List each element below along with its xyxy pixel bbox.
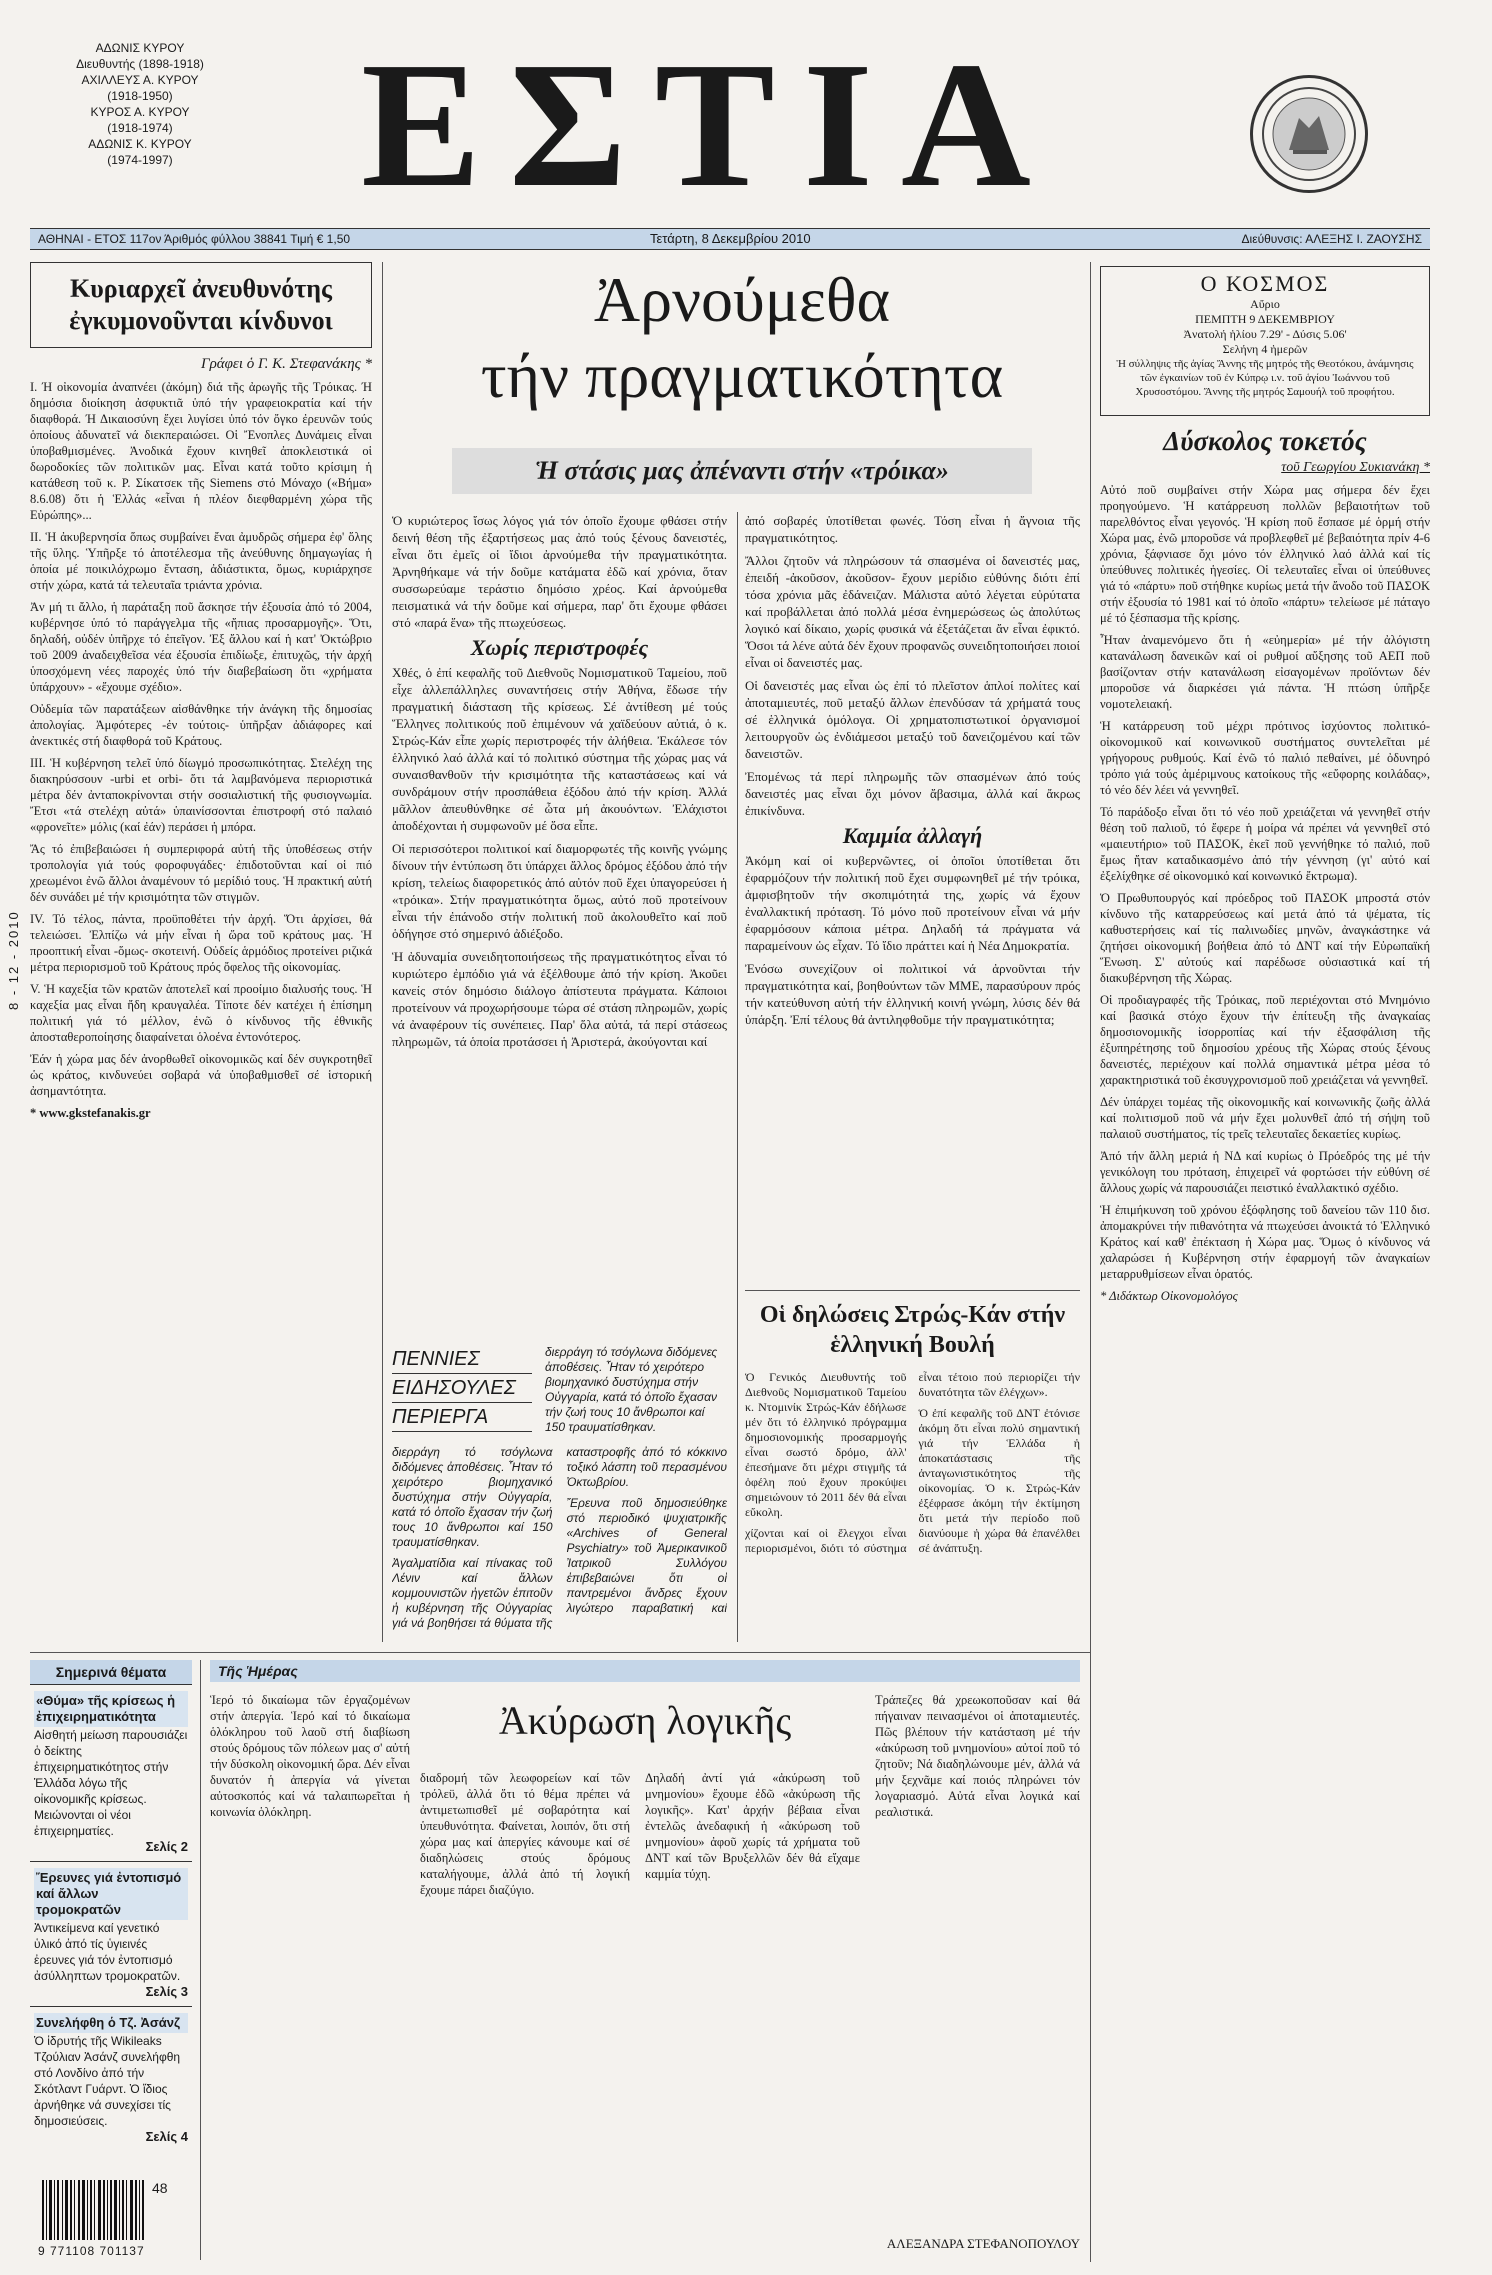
topic-item[interactable]: Συνελήφθη ὁ Τζ. Ἀσάνζ Ὁ ἱδρυτής τῆς Wikileaks Τζούλιαν Ἀσάνζ συνελήφθη στό Λονδίνο ἀπό τήν Σκότλαντ Γυάρντ. Ὁ ἴδιος ἀρνήθηκε νά συνεχίσει τίς δημοσιεύσεις. Σελίς 4: [30, 2006, 192, 2151]
right-article-body: Αὐτό ποῦ συμβαίνει στήν Χώρα μας σήμερα δέν ἔχει προηγούμενο. Ἡ κατάρρευση πολλῶν βεβαιοτήτων τοῦ παρελθόντος εἶναι γεγονός. Ἡ κρίση ποῦ ἔσπασε μέ ὁρμή στήν Χώρα μας, ἐνῶ μποροῦσε νά προβλεφθεῖ μέ βεβαιότητα πρίν 4-6 χρόνια, ξάφνιασε ὄχι μόνο τόν ἑλληνικό λαό ἀλλά καί τίς ὑπεύθυνες πολιτικές ἡγεσίες. Οἱ τελευταῖες εἶναι οἱ ὑπεύθυνες γιά τό «πάρτυ» ποῦ στήθηκε κυρίως μετά τήν ἄνοδο τοῦ ΠΑΣΟΚ στήν ἐξουσία τό 1981 καί τό ὁποῖο «πάρτυ» τελείωσε μέ πάταγο μέ τό ξέσπασμα τῆς κρίσης. Ἦταν ἀναμενόμενο ὅτι ἡ «εὐημερία» μέ τήν ἀλόγιστη κατανάλωση δανεικῶν καί οἱ ρυθμοί αὔξησης τοῦ ΑΕΠ ποῦ βασίζονταν στήν κατανάλωση εἰσαγομένων προϊόντων δέν μποροῦσε νά διαρκέσει γιά πάντα. Ἡ πτώση ὑπῆρξε νομοτελειακή. Ἡ κατάρρευση τοῦ μέχρι πρότινος ἰσχύοντος πολιτικό-οἰκονομικοῦ καί κοινωνικοῦ συστήματος συντελεῖται μέ γρήγορους ρυθμούς. Καί ἐνῶ τό παλιό πεθαίνει, μέ ὀδυνηρό τρόπο γιά τούς ἀμέριμνους κατοίκους τῆς «εὔφορης κοιλάδας», τό νέο δέν λέει νά γεννηθεῖ. Τό παράδοξο εἶναι ὅτι τό νέο ποῦ χρειάζεται νά γεννηθεῖ στήν θέση τοῦ παλιοῦ, τό ἔφερε ἡ μοίρα νά πρέπει νά γεννηθεῖ στό «μαιευτήριο» τοῦ ΠΑΣΟΚ, ἐκεῖ ποῦ γεννήθηκε τό παλιό, ποῦ ἔμως ἤταν καταδικασμένο ἀπό τήν γέννηση (γι' αὐτό καί ἐξελίχθηκε σέ οἰκονομικό καί κοινωνικό ἔκτρωμα). Ὁ Πρωθυπουργός καί πρόεδρος τοῦ ΠΑΣΟΚ μπροστά στόν κίνδυνο τῆς καταρρεύσεως καί μετά ἀπό τά ψέματα, τίς καθυστερήσεις καί τίς παλινωδίες μηνῶν, ἀναγκάστηκε νά ζητήσει οἰκονομική βοήθεια ἀπό τό ΔΝΤ καί τήν Εὐρωπαϊκή Ἕνωση. Σ' αὐτούς καί παρέδωσε οὐσιαστικά καί τή διακυβέρνηση τῆς Χώρας. Οἱ προδιαγραφές τῆς Τρόικας, ποῦ περιέχονται στό Μνημόνιο καί βασικά στόχο ἔχουν τήν ἐπίτευξη τῆς ἀναγκαίας δημοσιονομικῆς ἰσορροπίας καί τήν ἐξασφάλιση τῆς ἐξυπηρέτησης τοῦ δημοσίου χρέους τῆς Χώρας στούς ξένους δανειστές, περιέχουν καί πολλά σημαντικά μέτρα μέσα τό χαρακτηριστικά τοῦ ἐκσυγχρονισμοῦ ποῦ χρειάζεται νά γεννηθεῖ. Δέν ὑπάρχει τομέας τῆς οἰκονομικῆς καί κοινωνικῆς ζωῆς ἀλλά καί πολιτισμοῦ ποῦ νά μήν ἔχει μολυνθεῖ ἀπό τή σήψη τοῦ παλαιοῦ συστήματος, τίς τρεῖς τελευταῖες δεκαετίες κυρίως. Ἀπό τήν ἄλλη μεριά ἡ ΝΔ καί κυρίως ὁ Πρόεδρός της μέ τήν γενικόλογη του πρόταση, ἐπιχειρεῖ νά φορτώσει τήν εὐθύνη σέ ἄλλους χωρίς νά παρουσιάζει πειστικό ἐναλλακτικό σχέδιο. Ἡ ἐπιμήκυνση τοῦ χρόνου ἐξόφλησης τοῦ δανείου τῶν 110 δισ. ἀπομακρύνει τήν πιθανότητα νά πτωχεύσει ἀνοικτά τό Ἑλληνικό Κράτος καί καθ' ἐπέκταση ἡ Χώρα μας. Ὅμως ὁ κίνδυνος νά χαλαρώσει ἡ Κυβέρνηση στήν ἐφαρμογή τῶν ἀναγκαίων μεταρρυθμίσεων εἶναι ὁρατός. * Διδάκτωρ Οἰκονομολόγος: [1100, 483, 1430, 1303]
day-col-1: Ἱερό τό δικαίωμα τῶν ἐργαζομένων στήν ἀπεργία. Ἱερό καί τό δικαίωμα ὁλόκληρου τοῦ λαοῦ στή διαβίωση στούς δρόμους τῶν πόλεων μας σ' αὐτή τήν δύσκολη οἰκονομική ὥρα. Δέν εἶναι δυνατόν ἡ ἀπεργία νά γίνεται αὐτοσκοπός καί νά ταλαιπωρεῖται ἡ κοινωνία ὁλόκληρη.: [210, 1693, 410, 1819]
right-article-byline: τοῦ Γεωργίου Συκιανάκη *: [1281, 460, 1430, 475]
day-signature: ΑΛΕΞΑΝΔΡΑ ΣΤΕΦΑΝΟΠΟΥΛΟΥ: [886, 2236, 1080, 2251]
day-title: Ἀκύρωση λογικῆς: [498, 1698, 792, 1743]
column-divider: [737, 512, 738, 1642]
kosmos-title: Ο ΚΟΣΜΟΣ: [1200, 271, 1330, 296]
short-news-lead: διερράγη τό τσόγλωνα διδόμενες ἀποθέσεις. Ἦταν τό χειρότερο βιομηχανικό δυστύχημα στήν Οὐγγαρία, κατά τό ὁποῖο ἔχασαν τήν ζωή τους 10 ἄνθρωποι καί 150 τραυματίσθηκαν.: [545, 1345, 718, 1434]
column-divider: [200, 1660, 201, 2260]
left-article-footnote: * www.gkstefanakis.gr: [30, 1106, 151, 1120]
editor-info: Διεύθυνσις: ΑΛΕΞΗΣ Ι. ΖΑΟΥΣΗΣ: [1241, 232, 1422, 246]
side-date: 8 - 12 - 2010: [6, 910, 21, 1010]
section-divider: [745, 1290, 1080, 1291]
kosmos-box: Ο ΚΟΣΜΟΣ Αὔριο ΠΕΜΠΤΗ 9 ΔΕΚΕΜΒΡΙΟΥ Ἀνατολή ἡλίου 7.29' - Δύσις 5.06' Σελήνη 4 ἡμερῶν Ἡ σύλληψις τῆς ἁγίας Ἄννης τῆς μητρός τῆς Θεοτόκου, ἀνάμνησις τῶν ἐγκαινίων τοῦ ἐν Κύπρῳ ι.ν. τοῦ ἁγίου Ἰωάννου τοῦ Χρυσοστόμου. Ἄννης τῆς μητρός Σαμουήλ τοῦ προφήτου.: [1100, 266, 1430, 416]
subhead-1: Χωρίς περιστροφές: [470, 635, 649, 660]
seal-graphic-icon: [1253, 78, 1365, 190]
short-news-items: διερράγη τό τσόγλωνα διδόμενες ἀποθέσεις. Ἦταν τό χειρότερο βιομηχανικό δυστύχημα στήν Οὐγγαρία, κατά τό ὁποῖο ἔχασαν τήν ζωή τους 10 ἄνθρωποι καί 150 τραυματίσθηκαν. Ἀγαλματίδια καί πίνακας τοῦ Λένιν καί ἄλλων κομμουνιστῶν ἠγετῶν ἐπιτοῦν ἡ κυβέρνηση τῆς Οὐγγαρίας γιά νά βοηθήσει τά θύματα τῆς καταστροφῆς ἀπό τό κόκκινο τοξικό λάσπη τοῦ περασμένου Ὀκτωβρίου. Ἔρευνα ποῦ δημοσιεύθηκε στό περιοδικό ψυχιατρικῆς «Archives of General Psychiatry» τοῦ Ἀμερικανικοῦ Ἰατρικοῦ Συλλόγου ἐπιβεβαιώνει ὅτι οἱ παντρεμένοι ἄνδρες ἔχουν λιγώτερο παραβατική καί: [392, 1445, 727, 1630]
short-news-header: ΠΕΝΝΙΕΣ ΕΙΔΗΣΟΥΛΕΣ ΠΕΡΙΕΡΓΑ: [392, 1345, 532, 1432]
column-divider: [382, 262, 383, 1642]
left-article-title-box: [30, 262, 372, 348]
barcode: [38, 2180, 188, 2260]
info-bar: [30, 228, 1430, 250]
column-divider: [1090, 262, 1091, 2262]
athena-seal-icon: [1250, 75, 1368, 193]
day-col-3: Δηλαδή ἀντί γιά «ἀκύρωση τοῦ μνημονίου» ἔχουμε ἐδῶ «ἀκύρωση τῆς λογικῆς». Κατ' ἀρχήν βέβαια εἶναι ἐντελῶς ἀνεδαφική ἡ «ἀκύρωση τοῦ μνημονίου» ἀφοῦ χωρίς τά χρήματα τοῦ ΔΝΤ καί τῶν Βρυξελλῶν δέν θά εἴχαμε καμμία τύχη.: [645, 1771, 860, 1881]
barcode-issue: 48: [152, 2180, 168, 2196]
right-article-title: Δύσκολος τοκετός: [1163, 426, 1367, 456]
left-article-byline: Γράφει ὁ Γ. Κ. Στεφανάκης *: [201, 356, 372, 372]
issue-date: Τετάρτη, 8 Δεκεμβρίου 2010: [650, 231, 811, 246]
barcode-number: 9 771108 701137: [38, 2244, 145, 2258]
issue-info: ΑΘΗΝΑΙ - ΕΤΟΣ 117ον Άριθμός φύλλου 38841 Τιμή € 1,50: [38, 232, 351, 246]
topics-header: Σημερινά θέματα: [30, 1660, 192, 1684]
left-article-title: Κυριαρχεῖ ἀνευθυνότης ἐγκυμονοῦνται κίνδυνοι: [69, 274, 333, 335]
founders-list: ΑΔΩΝΙΣ ΚΥΡΟΥ Διευθυντής (1898-1918) ΑΧΙΛΛΕΥΣ Α. ΚΥΡΟΥ (1918-1950) ΚΥΡΟΣ Α. ΚΥΡΟΥ (1918-1974) ΑΔΩΝΙΣ Κ. ΚΥΡΟΥ (1974-1997): [76, 41, 204, 167]
main-col-1: Ὁ κυριώτερος ἴσως λόγος γιά τόν ὁποῖο ἔχουμε φθάσει στήν δεινή θέση τῆς ἐξαρτήσεως μας ἀπό τούς ξένους δανειστές, εἶναι ὅτι ἐμεῖς οἱ ἴδιοι ἀρνούμεθα τήν πραγματικότητα. Ἀρνηθήκαμε νά τήν δοῦμε κατάματα ἐδῶ καί χρόνια, ὅταν συσσωρεύαμε τεράστιο δημόσιο χρέος. Καί ἀρνούμεθα πεισματικά νά τήν δοῦμε καί σήμερα, παρ' ὅτι ἔχουμε φθάσει στό «παρά ἕνα» τῆς πτωχεύσεως. Χωρίς περιστροφές Χθές, ὁ ἐπί κεφαλῆς τοῦ Διεθνοῦς Νομισματικοῦ Ταμείου, ποῦ εἶχε ἀλλεπάλληλες συναντήσεις στήν Ἀθήνα, ἔδωσε τήν πραγματική διάσταση τῆς κρίσεως. Σέ ἀντίθεση μέ τούς Ἕλληνες πολιτικούς ποῦ ἐπιμένουν νά χαϊδεύουν αὐτιά, ὁ κ. Στρώς-Κάν εἶπε χωρίς περιστροφές τήν ἀλήθεια. Ἐκάλεσε τόν ἑλληνικό λαό ἀλλά καί τό πολιτικό σύστημα τῆς χώρας μας νά συναισθανθοῦν τήν κρισιμότητα τῆς καταστάσεως καί νά συνδράμουν στήν προσπάθεια ἐξόδου ἀπό τήν κρίση. Ἀλλά μᾶλλον ἀπευθύνθηκε σέ ὦτα μή ἀκουόντων. Ἐλάχιστοι ἀποδέχονται ἡ συμφωνοῦν μέ ὅσα εἶπε. Οἱ περισσότεροι πολιτικοί καί διαμορφωτές τῆς κοινῆς γνώμης δίνουν τήν ἐντύπωση ὅτι ὑπάρχει ἄλλος δρόμος ἐξόδου ἀπό τήν κρίση, τελείως διαφορετικός ἀπό αὐτόν ποῦ ἔχει ὑπαγορεύσει ἡ «τρόικα». Στήν πραγματικότητα ὅμως, αὐτό ποῦ προτείνουν εἶναι τήν ἐπάνοδο στήν πολιτική ποῦ ἀκολουθεῖτο καί ποῦ ὁδήγησε στό σημερινό ἀδιέξοδο. Ἡ ἀδυναμία συνειδητοποιήσεως τῆς πραγματικότητος εἶναι τό κυριώτερο ἐμπόδιο γιά νά ἐξέλθουμε ἀπό τήν κρίση. Ἀκοῦει κανείς στόν δημόσιο διάλογο ἀπίστευτα πράγματα. Κάποιοι προτείνουν νά προχωρήσουμε τώρα σέ στάση πληρωμῶν, χωρίς νά ἀναφέρουν τίς συνέπειες. Παρ' ὅλα αὐτά, τά περί στάσεως πληρωμῶν, τά ὁποία προτάσσει ἡ Ἀριστερά, ἀκούγονται καί: [392, 513, 727, 1049]
main-col-2: ἀπό σοβαρές ὑποτίθεται φωνές. Τόση εἶναι ἡ ἄγνοια τῆς πραγματικότητος. Ἄλλοι ζητοῦν νά πληρώσουν τά σπασμένα οἱ δανειστές μας, ἐπειδή -ἀκοῦσον, ἀκοῦσον- ἔχουν μερίδιο εὐθύνης διότι ἐπί τόσα χρόνια μᾶς ἐδάνειζαν. Μάλιστα αὐτό λέγεται εὐρύτατα καί προβάλλεται ἀπό πολλά μέσα ἐνημερώσεως ὡς ἀπολύτως λογικό καί δίκαιο, χωρίς φυσικά νά ἐξετάζεται ἄν εἶναι ἐφικτό. Ὅσοι τά λένε αὐτά δέν ἔχουν προφανῶς συνειδητοποιήσει ποιοί εἶναι οἱ δανειστές μας. Οἱ δανειστές μας εἶναι ὡς ἐπί τό πλεῖστον ἁπλοί πολίτες καί ἀποταμιευτές, ποῦ μεταξύ ἄλλων ἐπενδύσαν τά χρήματά τους σέ ἑλληνικά ὁμόλογα. Οἱ χρηματοπιστωτικοί ὀργανισμοί λειτουργοῦν ὡς ἐνδιάμεσοι μεταξύ τοῦ δανειζομένου καί τῶν δανειστῶν. Ἐπομένως τά περί πληρωμῆς τῶν σπασμένων ἀπό τούς δανειστές μας εἶναι ὄχι μόνον ἄβασιμα, ἀλλά καί ἄκρως ἐπικίνδυνα. Καμμία ἀλλαγή Ἀκόμη καί οἱ κυβερνῶντες, οἱ ὁποῖοι ὑποτίθεται ὅτι ἐφαρμόζουν τήν πολιτική ποῦ ἔχει συμφωνηθεῖ μέ τήν τρόικα, ἀμφισβητοῦν τήν σκοπιμότητά της, χωρίς νά ἔχουν ἐναλλακτική πρόταση. Τό μόνο ποῦ προτείνουν εἶναι νά μήν ἐφαρμόσουν κάποια μέτρα. Δηλαδή τά πράγματα νά παραμείνουν ὡς εἶχαν. Τό ἴδιο πράττει καί ἡ Νέα Δημοκρατία. Ἐνόσω συνεχίζουν οἱ πολιτικοί νά ἀρνοῦνται τήν πραγματικότητα καί, βοηθούντων τῶν ΜΜΕ, παρασύρουν πρός τήν κατεύθυνση αὐτή τήν ἑλληνική κοινή γνώμη, λύσις δέν θά ὑπάρξη. Ἐπί τέλους θά ἀντιληφθοῦμε τήν πραγματικότητα;: [745, 513, 1080, 1027]
main-subtitle: Ἡ στάσις μας ἀπέναντι στήν «τρόικα»: [452, 448, 1032, 494]
strauss-kahn-title: Οἱ δηλώσεις Στρώς-Κάν στήν ἑλληνική Βουλή: [759, 1302, 1066, 1358]
strauss-kahn-body: Ὁ Γενικός Διευθυντής τοῦ Διεθνοῦς Νομισματικοῦ Ταμείου κ. Ντομινίκ Στρώς-Κάν ἐδήλωσε μέν ὅτι τό ἑλληνικό πρόγραμμα δημοσιονομικής προσαρμογής εἶναι σωστό δρόμο, ἀλλ' ἐπεσήμανε ὅτι μέχρι στιγμῆς τά ὀφέλη πού ἔχουν προκύψει σημειώνουν τό 2011 δέν θά εἶναι εὔκολη. χίζονται καί οἱ ἔλεγχοι εἶναι περιορισμένοι, διότι τό σύστημα εἶναι τέτοιο πού περιορίζει τήν δυνατότητα τῶν ἐλέγχων». Ὁ ἐπί κεφαλῆς τοῦ ΔΝΤ ἐτόνισε ἀκόμη ὅτι εἶναι πολύ σημαντική γιά τήν Ἑλλάδα ἡ ἀποκατάστασις τῆς ἀνταγωνιστικότητος τῆς οἰκονομίας. Ὁ κ. Στρώς-Κάν ἐξέφρασε ἀκόμη τήν ἐκτίμηση ὅτι μετά τήν περίοδο ποῦ διανύουμε ἡ χώρα θά ἐπανέλθει σέ ἀνάπτυξη.: [745, 1370, 1080, 1555]
left-article-body: Ι. Ή οἰκονομία ἀναπνέει (ἀκόμη) διά τῆς ἀρωγῆς τῆς Τρόικας. Ή δημόσια διοίκηση ἀσφυκτιᾶ ὑπό τήν γραφειοκρατία καί τήν διαφθορά. Ή Δικαιοσύνη ἔχει λυγίσει ὑπό τόν ὄγκο ἐρευνῶν τούς ὁποίους ἀδυνατεῖ νά διεκπεραιώσει. Οἱ Ἔνοπλες Δυνάμεις εἶναι ὑποβαθμισμένες. Ἀνοδικά ἔχουν κινηθεῖ ἀποκλειστικά οἱ δωροδοκίες τῶν πολιτικῶν μας. Εἶναι κατά τοῦτο κρίσιμη ἡ κατάθεση τοῦ κ. Ρ. Σίκατσεκ τῆς Siemens στό Μόναχο («Βήμα» 8.6.08) ὅτι ἡ Ἑλλάς «εἶναι ἡ πλέον διεφθαρμένη χώρα τῆς Εὐρώπης»... ΙΙ. Ἡ ἀκυβερνησία ὅπως συμβαίνει ἔναι ἀμυδρῶς σήμερα ἐφ' ὅλης τῆς ὕλης. Ὑπῆρξε τό ἀποτέλεσμα τῆς ἀνεύθυνης δημαγωγίας ἡ ὁποία μέ ποικιλόχρωμο ἔνταση, ἀδιάστικτα, ὅμως, κυριάρχησε στήν χώρα, κατά τά τελευταῖα τριάντα χρόνια. Ἀν μή τι ἄλλο, ἡ παράταξη ποῦ ἄσκησε τήν ἐξουσία ἀπό τό 2004, κυβέρνησε ὑπό τό παράγγελμα τῆς «ἤπιας προσαρμογῆς». Ὅτι, δηλαδή, οὐδέν ὑπῆρχε τό ἐπεῖγον. Ἐξ ἄλλου καί ἡ κατ' Ὀκτώβριο τοῦ 2009 ἀναδειχθεῖσα νέα ἐξουσία ἐπιδίωξε, ἐπιτυχῶς, τήν ἀρχή ὑποσχόμενη νέες παροχές ὑπό τήν διαβεβαίωση ὅτι «χρήματα ὑπάρχουν» - «ἔχουμε σχέδιο». Οὐδεμία τῶν παρατάξεων αἰσθάνθηκε τήν ἀνάγκη τῆς δημοσίας ἀπολογίας. Ἀμφότερες -ἐν τούτοις- ὑπῆρξαν ἀδιάφορες καί ἀνεκτικές στή διαφθορά τοῦ Κράτους. ΙΙΙ. Ἡ κυβέρνηση τελεῖ ὑπό δίωγμό προσωπικότητας. Στελέχη της διακηρύσσουν -urbi et orbi- ὅτι τά λαμβανόμενα περιοριστικά μέτρα δέν ἀνταποκρίνονται στήν σοσιαλιστική τῆς φυσιογνωμία. Ἔτσι «τά στελέχη αὐτά» ὑπαινίσσονται ἐπιστροφή στό παλαιό «φρονεῖτε» μόλις (καί ἐάν) περάσει ἡ μπόρα. Ἄς τό ἐπιβεβαιώσει ἡ συμπεριφορά αὐτή τῆς ὑποθέσεως στήν τροπολογία γιά τούς φοροφυγάδες· ἐπιδοτοῦνται καί οἱ πιό χρεωμένοι ἐνῶ ἄλλοι ἀναμένουν τό μερίδιό τους. Ἡ πρακτική αὐτή δέν συνάδει μέ τήν κρισιμότητα τῶν στιγμῶν. IV. Τό τέλος, πάντα, προϋποθέτει τήν ἀρχή. Ὅτι ἀρχίσει, θά τελειώσει. Ἐλπίζω νά μήν εἶναι ἡ ὥρα τοῦ κράτους μας. Ἡ προοπτική εἶναι -ὅμως- σκοτεινή. Οὐδείς ἁρμόδιος προτείνει ριζικά μέτρα περιορισμοῦ τοῦ Κράτους πρός ὄφελος τῆς οἰκονομίας. V. Ἡ καχεξία τῶν κρατῶν ἀποτελεῖ καί προοίμιο διαλυσής τους. Ἡ καχεξία μας εἶναι ἤδη κραυγαλέα. Τίποτε δέν κατέχει ἡ ἐπίσημη πολιτική γιά τό μέλλον, ἐνῶ ὁ κίνδυνος τῆς ἐθνικῆς ἀποσταθεροποίησης διαφαίνεται ὁλοένα ἐντονότερος. Ἐάν ἡ χώρα μας δέν ἀνορθωθεῖ οἰκονομικῶς καί δέν συγκροτηθεῖ ὡς κράτος, κινδυνεύει σοβαρά νά ὑποβαθμισθεῖ σέ ἱστορική ἀσημαντότητα. * www.gkstefanakis.gr: [30, 380, 372, 1120]
main-title-line1: Ἀρνούμεθα: [593, 264, 891, 335]
topic-item[interactable]: «Θύμα» τῆς κρίσεως ἡ ἐπιχειρηματικότητα Αἰσθητή μείωση παρουσιάζει ὁ δείκτης ἐπιχειρηματικότητος στήν Ἑλλάδα λόγω τῆς οἰκονομικῆς κρίσεως. Μειώνονται οἱ νέοι ἐπιχειρηματίες. Σελίς 2: [30, 1684, 192, 1861]
subhead-2: Καμμία ἀλλαγή: [842, 823, 983, 848]
day-col-2: διαδρομή τῶν λεωφορείων καί τῶν τρόλεϋ, ἀλλά ὅτι τό θέμα πρέπει νά ἀντιμετωπισθεῖ μέ σοβαρότητα καί ὑπευθυνότητα. Φαίνεται, λοιπόν, ὅτι στή χώρα μας καί ἀπεργίες κάνουμε καί σέ διαδηλώσεις στούς δρόμους καταλήγουμε, ἀλλά ἀπό τή λογική ἔχουμε πάρει διαζύγιο.: [420, 1771, 630, 1897]
day-col-4: Τράπεζες θά χρεωκοποῦσαν καί θά πήγαιναν πεινασμένοι οἱ ἀποταμιευτές. Πῶς βλέπουν τήν κατάσταση μέ τήν «ἀκύρωση τοῦ μνημονίου» αὐτοί ποῦ τό ζητοῦν; Νά διαδηλώνουμε μέν, ἀλλά νά μήν ξεχνᾶμε καί ποιός πληρώνει τόν λογαριασμό. Αὐτά εἶναι λογικά καί ρεαλιστικά.: [875, 1693, 1080, 1819]
day-section-header: Τῆς Ἡμέρας: [210, 1660, 1080, 1682]
main-title-line2: τήν πραγματικότητα: [480, 340, 1004, 411]
topic-item[interactable]: Ἔρευνες γιά ἐντοπισμό καί ἄλλων τρομοκρατῶν Ἀντικείμενα καί γενετικό ὑλικό ἀπό τίς ὑγιεινές ἐρευνες γιά τόν ἐντοπισμό ἀσύλληπτων τρομοκρατῶν. Σελίς 3: [30, 1861, 192, 2006]
left-article: [30, 262, 372, 1127]
right-article-footnote: * Διδάκτωρ Οἰκονομολόγος: [1100, 1289, 1238, 1303]
section-divider: [30, 1652, 1090, 1653]
masthead-title: ΕΣΤΙΑ: [361, 25, 1059, 224]
topics-box: [30, 1660, 192, 2151]
right-article: [1100, 424, 1430, 2182]
